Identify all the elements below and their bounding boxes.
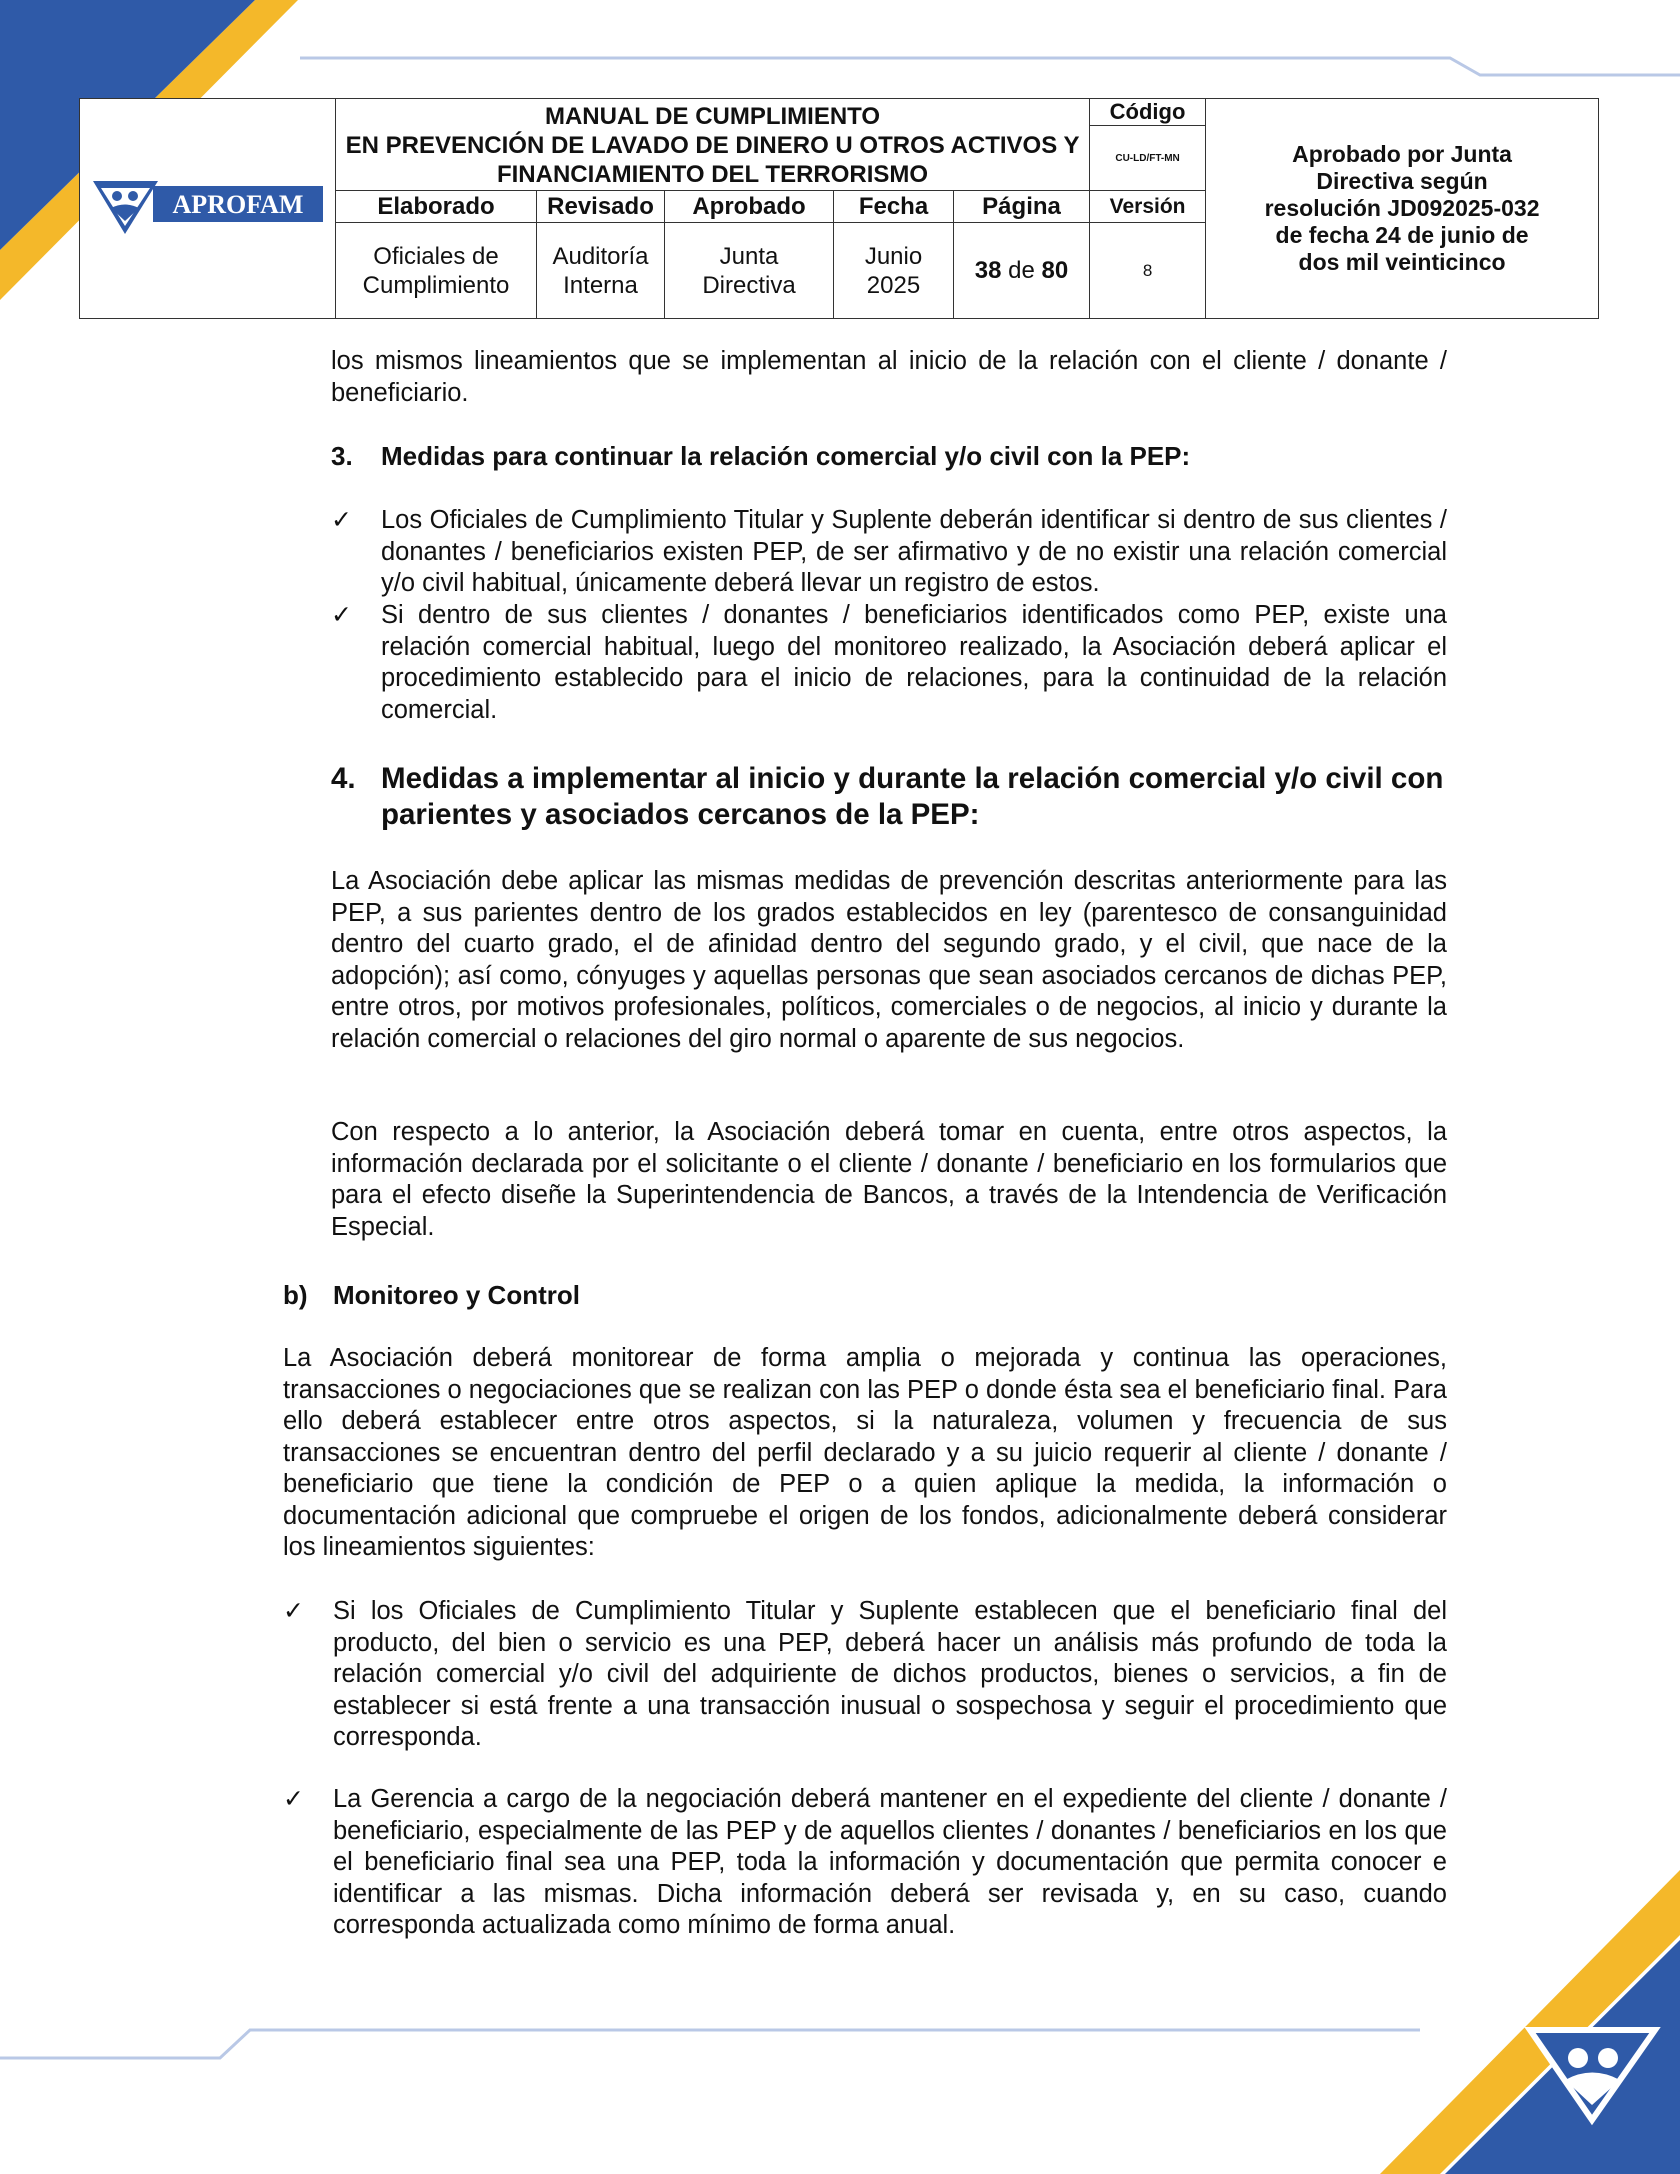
manual-title bbox=[336, 99, 1090, 191]
elaborado-value bbox=[336, 223, 537, 319]
elaborado-label: Elaborado bbox=[336, 191, 537, 223]
approval-line-4: de fecha 24 de junio de bbox=[1275, 222, 1529, 248]
approval-line-3: resolución JD092025-032 bbox=[1264, 195, 1540, 221]
section-4-title-line-2: parientes y asociados cercanos de la PEP: bbox=[381, 798, 980, 831]
page-number bbox=[954, 223, 1090, 319]
section-4-paragraph-1: La Asociación debe aplicar las mismas medidas de prevención descritas anteriormente para las PEP, a sus parientes dentro de los grados establecidos en ley (parentesco de consanguinidad dentro del cuarto grado, el de afinidad dentro del segundo grado, y el civil, que nace de la adopción); así como, cónyuges y aquellas personas que sean asociados cercanos de dichas PEP, entre otros, por motivos profesionales, políticos, comerciales o de negocios, al inicio y durante la relación comercial o relaciones del giro normal o aparente de sus negocios. bbox=[331, 867, 1447, 1053]
section-b-number: b) bbox=[283, 1280, 308, 1310]
section-4-number: 4. bbox=[331, 762, 356, 795]
check-mark-icon: ✓ bbox=[283, 1785, 304, 1813]
pagina-label: Página bbox=[954, 191, 1090, 223]
revisado-line-1: Auditoría bbox=[552, 242, 649, 270]
aprofam-logo bbox=[83, 156, 333, 256]
check-mark-icon: ✓ bbox=[331, 601, 352, 629]
revisado-label: Revisado bbox=[537, 191, 665, 223]
fecha-label: Fecha bbox=[834, 191, 954, 223]
aprobado-line-1: Junta bbox=[719, 242, 779, 270]
fecha-value bbox=[834, 223, 954, 319]
title-line-3: FINANCIAMIENTO DEL TERRORISMO bbox=[496, 160, 929, 188]
approval-note bbox=[1206, 99, 1599, 319]
top-line bbox=[300, 58, 1680, 75]
page-of: de bbox=[1008, 257, 1035, 284]
revisado-line-2: Interna bbox=[563, 271, 638, 299]
elaborado-line-2: Cumplimiento bbox=[362, 271, 510, 299]
section-3-bullet-2: Si dentro de sus clientes / donantes / beneficiarios identificados como PEP, existe una relación comercial habitual, luego del monitoreo realizado, la Asociación deberá aplicar el procedimiento establecido para el inicio de relaciones, para la continuidad de la relación comercial. bbox=[381, 601, 1447, 724]
approval-line-5: dos mil veinticinco bbox=[1298, 249, 1506, 275]
approval-line-1: Aprobado por Junta bbox=[1292, 141, 1512, 167]
section-b-paragraph: La Asociación deberá monitorear de forma amplia o mejorada y continua las operaciones, transacciones o negociaciones que se realizan con las PEP o donde ésta sea el beneficiario final. Para ello deberá establecer entre otros aspectos, si la naturaleza, volumen y frecuencia de sus transacciones se encuentran dentro del perfil declarado y a su juicio requerir al cliente / donante / beneficiario que tiene la condición de PEP o a quien aplique la medida, la información o documentación adicional que compruebe el origen de los fondos, adicionalmente deberá considerar los lineamientos siguientes: bbox=[283, 1344, 1447, 1561]
logo-cell bbox=[80, 99, 336, 319]
fecha-line-1: Junio bbox=[864, 242, 923, 270]
approval-line-2: Directiva según bbox=[1316, 168, 1488, 194]
section-3-title: Medidas para continuar la relación comercial y/o civil con la PEP: bbox=[381, 441, 1191, 471]
intro-paragraph: los mismos lineamientos que se implementan al inicio de la relación con el cliente / donante / beneficiario. bbox=[331, 347, 1447, 407]
page-total: 80 bbox=[1041, 257, 1069, 284]
version-label: Versión bbox=[1090, 191, 1206, 223]
section-3-number: 3. bbox=[331, 441, 353, 471]
fecha-line-2: 2025 bbox=[866, 271, 921, 299]
aprobado-label: Aprobado bbox=[665, 191, 834, 223]
document-header-table bbox=[79, 98, 1599, 319]
logo-text: APROFAM bbox=[172, 190, 303, 219]
aprobado-line-2: Directiva bbox=[702, 271, 796, 299]
check-mark-icon: ✓ bbox=[331, 506, 352, 534]
section-4-title-line-1: Medidas a implementar al inicio y durante la relación comercial y/o civil con bbox=[381, 762, 1444, 795]
aprobado-value bbox=[665, 223, 834, 319]
section-b-bullet-1: Si los Oficiales de Cumplimiento Titular y Suplente establecen que el beneficiario final del producto, del bien o servicio es una PEP, deberá hacer un análisis más profundo de toda la relación comercial y/o civil del adquiriente de dichos productos, bienes o servicios, a fin de establecer si está frente a una transacción inusual o sospechosa y seguir el procedimiento que corresponda. bbox=[333, 1597, 1447, 1751]
section-b-title: Monitoreo y Control bbox=[333, 1280, 580, 1310]
title-line-1: MANUAL DE CUMPLIMIENTO bbox=[544, 102, 881, 130]
elaborado-line-1: Oficiales de bbox=[373, 242, 499, 270]
codigo-label: Código bbox=[1090, 99, 1206, 126]
section-4-paragraph-2: Con respecto a lo anterior, la Asociación deberá tomar en cuenta, entre otros aspectos, la información declarada por el solicitante o el cliente / donante / beneficiario en los formularios que para el efecto diseñe la Superintendencia de Bancos, a través de la Intendencia de Verificación Especial. bbox=[331, 1118, 1447, 1241]
title-line-2: EN PREVENCIÓN DE LAVADO DE DINERO U OTROS ACTIVOS Y bbox=[345, 131, 1080, 159]
check-mark-icon: ✓ bbox=[283, 1597, 304, 1625]
revisado-value bbox=[537, 223, 665, 319]
section-b-bullet-2: La Gerencia a cargo de la negociación deberá mantener en el expediente del cliente / donante / beneficiario, especialmente de las PEP y de aquellos clientes / donantes / beneficiarios en los que el beneficiario final sea una PEP, toda la información y documentación que permita conocer e identificar a las mismas. Dicha información deberá ser revisada y, en su caso, cuando corresponda actualizada como mínimo de forma anual. bbox=[333, 1785, 1447, 1939]
bottom-line bbox=[0, 2030, 1420, 2058]
section-3-bullet-1: Los Oficiales de Cumplimiento Titular y Suplente deberán identificar si dentro de sus clientes / donantes / beneficiarios existen PEP, de ser afirmativo y de no existir una relación comercial y/o civil habitual, únicamente deberá llevar un registro de estos. bbox=[381, 506, 1447, 597]
codigo-value: CU-LD/FT-MN bbox=[1090, 126, 1206, 191]
version-value: 8 bbox=[1090, 223, 1206, 319]
page-current: 38 bbox=[974, 257, 1002, 284]
section-4-title bbox=[381, 761, 1461, 833]
